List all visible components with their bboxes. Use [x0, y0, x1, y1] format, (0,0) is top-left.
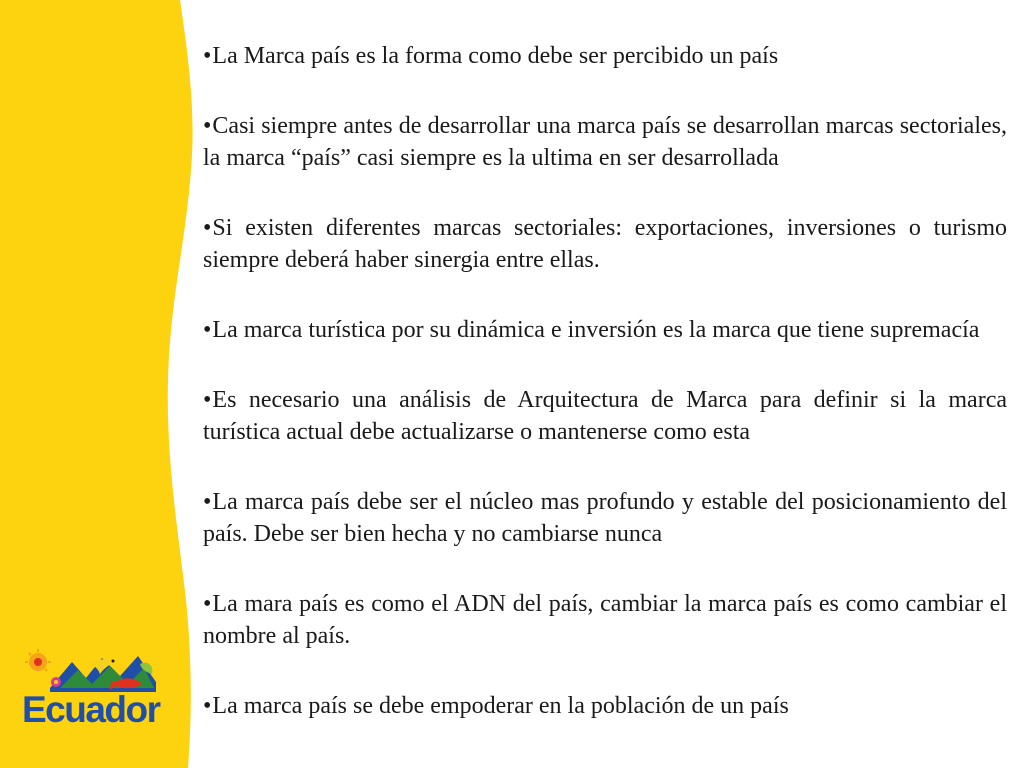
- bullet-item-2: [203, 110, 1007, 174]
- bullet-marker: •: [203, 113, 212, 139]
- bullet-text: La marca turística por su dinámica e inversión es la marca que tiene supremacía: [212, 317, 980, 343]
- bullet-marker: •: [203, 693, 212, 719]
- bullet-item-4: [203, 314, 1007, 346]
- bullet-text: La marca país debe ser el núcleo mas profundo y estable del posicionamiento del país. Debe ser bien hecha y no cambiarse nunca: [203, 489, 1007, 547]
- bullet-marker: •: [203, 591, 212, 617]
- bullet-marker: •: [203, 387, 212, 413]
- bullet-text: Casi siempre antes de desarrollar una marca país se desarrollan marcas sectoriales, la marca “país” casi siempre es la ultima en ser desarrollada: [203, 113, 1007, 171]
- bullet-list: [203, 40, 1007, 722]
- bullet-text: La Marca país es la forma como debe ser percibido un país: [212, 43, 779, 69]
- bullet-marker: •: [203, 317, 212, 343]
- bullet-text: Si existen diferentes marcas sectoriales: exportaciones, inversiones o turismo siempre deberá haber sinergia entre ellas.: [203, 215, 1007, 273]
- bullet-item-6: [203, 486, 1007, 550]
- bullet-text: La marca país se debe empoderar en la población de un país: [212, 693, 789, 719]
- logo-text: Ecuador: [22, 689, 160, 730]
- bullet-marker: •: [203, 215, 212, 241]
- bullet-text: Es necesario una análisis de Arquitectura de Marca para definir si la marca turística actual debe actualizarse o mantenerse como esta: [203, 387, 1007, 445]
- bullet-item-7: [203, 588, 1007, 652]
- bullet-item-3: [203, 212, 1007, 276]
- bullet-marker: •: [203, 489, 212, 515]
- bullet-marker: •: [203, 43, 212, 69]
- bullet-item-1: [203, 40, 1007, 72]
- bullet-text: La mara país es como el ADN del país, cambiar la marca país es como cambiar el nombre al país.: [203, 591, 1007, 649]
- bullet-item-8: [203, 690, 1007, 722]
- bullet-item-5: [203, 384, 1007, 448]
